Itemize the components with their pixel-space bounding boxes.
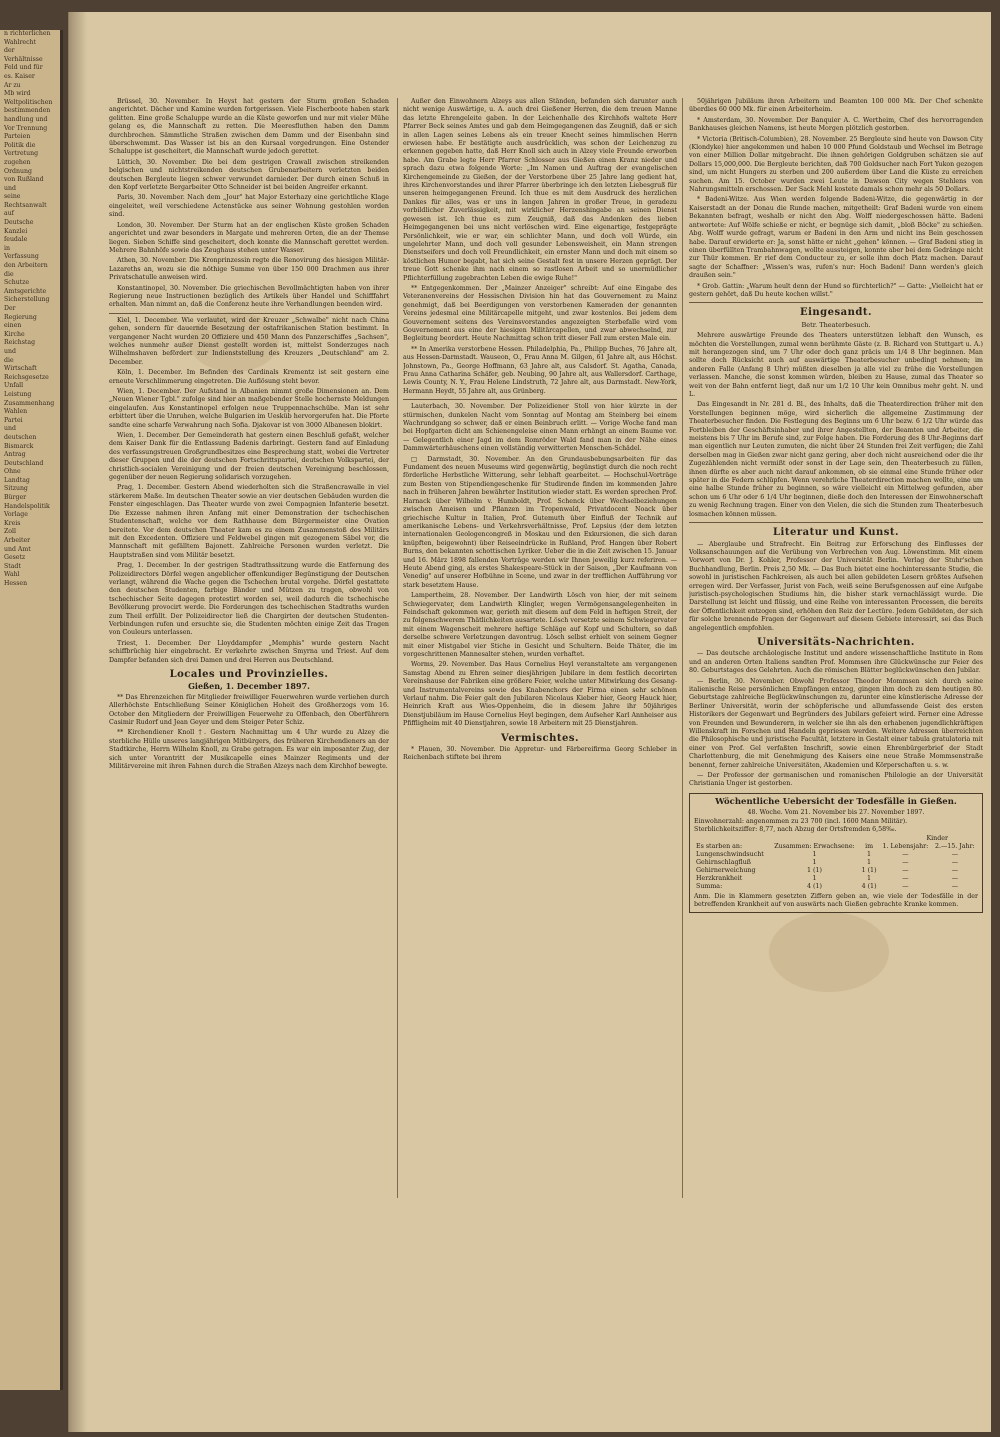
news-item: Lüttich, 30. November. Die bei dem gestrigen Crawall zwischen streikenden belgischen und nichtstreikenden deutschen Grubenarbeitern verletzten beiden deutschen Bergleute liegen schwer verwundet darnieder. Der durch einen Schuß in den Kopf verletzte Bergarbeiter Otto Schneider ist bei beiden Angreifer erkannt.: [109, 158, 389, 192]
table-cell: Gehirnschlagfluß: [696, 858, 751, 866]
left-page-text-fragment: feudale: [4, 236, 28, 244]
table-row: [694, 851, 978, 859]
left-page-text-fragment: Politik die: [4, 141, 36, 149]
table-cell: 4 (1): [806, 882, 822, 890]
left-page-text-fragment: Amtsgerichte: [4, 287, 47, 295]
news-item: □ Darmstadt, 30. November. An den Grundausbebungsarbeiten für das Fundament des neuen Museums wird gegenwärtig, begünstigt durch die noch recht förderliche Herbstliche Witterung, sehr lebhaft gearbeitet. — Hochschul-Vorträge zum Besten von Stipendiengeschenke für Studirende finden im kommenden Jahre nach in früheren Jahren bewährter Institution wieder statt. Es werden sprechen Prof. Harnack über Wilhelm v. Humboldt, Prof. Schenck über Wechselbeziehungen zwischen Ameisen und Pflanzen im Tropenwald, Privatdocent Noack über griechische Kultur in Italien, Prof. Gutemuth über Einfluß der Technik auf amerikanische Lebens- und Verkehrsverhältnisse, Prof. Lepsius (der dem letzten internationalen Geologencongreß in Moskau und den Exkursionen, die sich daran knüpften, beigewohnt) über Reiseeindrücke in Rußland, Prof. Hangen über Robert Burns, den bekannten schottischen Lyriker. Ueber die in die Zeit zwischen 15. Januar und 16. März 1898 fallenden Vorträge werden wir Ihnen jeweilig kurz referiren. — Heute Abend ging, als erstes Shakespeare-Stück in der Saison, „Der Kaufmann von Venedig" auf unserer Hofbühne in Scene, und zwar in der trefflichen Aufführung vor stark besetztem Hause.: [403, 455, 677, 589]
table-cell: —: [902, 858, 909, 866]
left-page-text-fragment: Weltpolitischen: [4, 98, 53, 106]
table-cell: —: [951, 866, 958, 874]
column-2: [403, 98, 677, 1198]
left-page-text-fragment: der: [4, 47, 15, 55]
table-cell: 1 (1): [861, 866, 877, 874]
left-page-text-fragment: Verhältnisse: [4, 55, 43, 63]
table-cell: 1: [867, 858, 872, 866]
review: — Aberglaube und Strafrecht. Ein Beitrag zur Erforschung des Einflusses der Volksanschauungen auf die Verübung von Verbrechen von Aug. Löwenstimm. Mit einem Vorwort von Dr. J. Kohler, Professor der Universität Berlin. Verlag der Stuhr'schen Buchhandlung, Berlin. Preis 2,50 Mk. — Das Buch bietet eine hochinteressante Studie, die sowohl in juristischen Fachkreisen, als auch bei allen gebildeten Lesern größtes Aufsehen erregen wird. Der Verfasser, Jurist von Fach, weiß seine Berufsgenossen auf eine Aufgabe juristisch-psychologischen Studiums hin, die bisher stark vernachlässigt wurde. Die Darstellung ist leicht und flüssig, und eine Reihe von interessanten Processen, die bereits der Öffentlichkeit entzogen sind, erhöhen den Reiz der Lectüre. Jedem Gebildeten, der sich für solche brennende Fragen der Gegenwart auf diesem Gebiete interessirt, sei das Buch angelegentlich empfohlen.: [689, 540, 983, 632]
left-page-text-fragment: in: [4, 244, 10, 252]
news-item: ** Kirchendiener Knoll †. Gestern Nachmittag um 4 Uhr wurde zu Alzey die sterbliche Hülle unseres langjährigen Mitbürgers, des früheren Kirchendieners an der Stadtkirche, Herrn Wilhelm Knoll, zu Grabe getragen. Es war ein imposanter Zug, der sich unter Vorantritt der Musikcapelle eines Mainzer Regiments und der Militärvereine mit ihren Fahnen durch die Straßen Alzeys nach dem Kirchhof bewegte.: [109, 729, 389, 771]
table-cell: Gehirnerweichung: [696, 866, 756, 874]
left-page-text-fragment: Wirtschaft: [4, 365, 37, 373]
left-page-text-fragment: zugehen: [4, 158, 31, 166]
page-gutter-shadow: [69, 12, 87, 1432]
left-page-text-fragment: Kirche: [4, 330, 25, 338]
left-page-text-fragment: Regierung: [4, 313, 37, 321]
left-page-text-fragment: und: [4, 184, 16, 192]
table-header-cell: 1. Lebensjahr:: [882, 842, 929, 850]
left-page-text-fragment: es. Kaiser: [4, 72, 35, 80]
death-statistics-title: Wöchentliche Uebersicht der Todesfälle in Gießen.: [715, 796, 957, 807]
left-page-text-fragment: Zusammenhang: [4, 399, 55, 407]
table-cell: 1 (1): [806, 866, 822, 874]
left-page-text-fragment: Bürger: [4, 494, 27, 502]
left-page-text-fragment: Vertretung: [4, 150, 39, 158]
left-page-text-fragment: n richterlichen: [4, 30, 51, 37]
left-page-text-fragment: Handelspolitik: [4, 502, 50, 510]
left-page-text-fragment: Kanzlei: [4, 227, 28, 235]
news-item: Köln, 1. December. Im Befinden des Cardinals Krementz ist seit gestern eine erneute Verschlimmerung eingetreten. Die Auflösung steht bevor.: [109, 369, 389, 385]
left-page-text-fragment: Leistung: [4, 390, 32, 398]
left-page-text-fragment: Ohne: [4, 468, 21, 476]
left-page-text-fragment: Verfassung: [4, 253, 39, 261]
left-page-text-fragment: Reichstag: [4, 339, 36, 347]
left-page-text-fragment: und Amt: [4, 545, 31, 553]
column-rule: [682, 98, 683, 1198]
left-page-text-fragment: bestimmenden: [4, 107, 51, 115]
left-page-text-fragment: von Rußland: [4, 176, 44, 184]
table-cell: Summa:: [696, 882, 723, 890]
left-page-text-fragment: Kreis: [4, 519, 21, 527]
table-cell: 1: [867, 874, 872, 882]
table-row: [694, 859, 978, 867]
table-cell: 1: [812, 874, 817, 882]
news-item: ** Das Ehrenzeichen für Mitglieder freiwilliger Feuerwehren wurde verliehen durch Allerhöchste Entschließung Seiner Königlichen Hoheit des Großherzogs vom 16. October den Mitgliedern der Freiwilligen Feuerwehr zu Offenbach, den Oberführern Casimir Rudorf und Jean Geyer und dem Steiger Peter Schiz.: [109, 693, 389, 727]
news-item: Triest, 1. December. Der Lloyddampfer „Memphis" wurde gestern Nacht schiffbrüchig hier eingebracht. Er verkehrte zwischen Smyrna und Triest. Auf dem Dampfer befanden sich drei Damen und drei Herren aus Deutschland.: [109, 639, 389, 664]
death-statistics-table: [694, 843, 978, 891]
left-page-text-fragment: Deutsche: [4, 219, 34, 227]
week-range: 48. Woche. Vom 21. November bis 27. November 1897.: [747, 809, 925, 817]
left-page-text-fragment: auf: [4, 210, 14, 218]
left-page-text-fragment: den Arbeitern: [4, 262, 48, 270]
news-item: Prag, 1. December. In der gestrigen Stadtrathssitzung wurde die Entfernung des Polizeidirectors Dörfel wegen angeblicher offenkundiger Begünstigung der Deutschen verlangt, während die Wache gegen die Tschechen brutal vorgehe. Dörfel gestattete den deutschen Studenten, farbige Bänder und Mützen zu tragen, obwohl von tschechischer Seite dagegen protestirt worden sei, weil dadurch die tschechische Bevölkerung provocirt werde. Die Forderungen des tschechischen Stadtraths wurden zum Theil erfüllt. Der Polizeidirector ließ die Chargirten der deutschen Studenten-Verbindungen rufen und ersuchte sie, die Studenten möchten einige Zeit das Tragen von Couleurs unterlassen.: [109, 562, 389, 637]
left-page-text-fragment: deutschen: [4, 433, 37, 441]
table-cell: 1: [812, 858, 817, 866]
left-page-text-fragment: Der: [4, 305, 16, 312]
left-page-text-fragment: die: [4, 356, 14, 364]
left-page-text-fragment: Parteien: [4, 133, 31, 141]
news-item: Lauterbach, 30. November. Der Polizeidiener Stoll von hier kürzte in der stürmischen, dunkelen Nacht vom Sonntag auf Montag am Steinberg bei einem Wachrundgang so schwer, daß er einen Beinbruch erlitt. — Vorige Woche fand man bei Hopfgarten dicht am Schienengeleise einen Mann erhängt an einem Baume vor. — Gelegentlich einer Jagd im dem Romröder Wald fand man in der Nähe eines Dammwärterhäuschens einen vollständig verwitterten Menschen-Schädel.: [403, 403, 677, 453]
table-cell: —: [951, 882, 958, 890]
left-page-text-fragment: Ar zu: [4, 81, 21, 89]
table-header-row: [694, 843, 978, 851]
left-page-text-fragment: die: [4, 270, 14, 278]
section-divider: [109, 313, 389, 314]
dateline: Gießen, 1. December 1897.: [188, 681, 310, 692]
column-1: [109, 98, 389, 1198]
news-item: — Berlin, 30. November. Obwohl Professor Theodor Mommsen sich durch seine italienische Reise persönlichen Empfängen entzog, gingen ihm doch zu dem heutigen 80. Geburtstage zahlreiche Beglückwünschungen zu, darunter eine künstlerische Adresse der Berliner Universität, worin der schöpferische und allumfassende Geist des ersten Historikers der Gegenwart und Begründers des Jubilars gefeiert wird. Ferner eine Adresse von Freunden und Bewunderern, in welcher sie ihn als den erhabenen jugendlichkräftigen Willenskraft im Forschen und Handeln gepriesen werden. Weitere Adressen überreichten die Philosophische und juristische Facultät, letztere in Gestalt einer tabula gratulatoria mit einer von Prof. Gel verfaßten Inschrift, sowie einen Ehrenbürgerbrief der Stadt Charlottenburg, die mit Genehmigung des Kaisers eine neue Straße Mommsenstraße benennt, ferner zahlreiche Universitäten, Akademien und Körperschaften u. s. w.: [689, 677, 983, 769]
left-page-text-fragment: Wahl: [4, 571, 20, 579]
mortality-rate: Sterblichkeitsziffer: 8,77, nach Abzug der Ortsfremden 6,58‰.: [694, 826, 897, 834]
left-page-text-fragment: Vor Trennung: [4, 124, 48, 132]
left-page-text-fragment: Zoll: [4, 528, 16, 536]
news-item: ** Entgegenkommen. Der „Mainzer Anzeiger" schreibt: Auf eine Eingabe des Veteranenvereins der Hessischen Division hin hat das Gouvernement zu Mainz genehmigt, daß bei Beerdigungen von verstorbenen Kameraden der genannten Vereins jedesmal eine Militärcapelle mitgeht, und zwar kostenlos. Bei jedem dem Gouvernement seitens des Vereinsvorstandes angezeigten Sterbefalle wird vom Gouvernement aus eine der hiesigen Militärcapellen, und zwar abwechselnd, zur Begleitung beordert. Heute Nachmittag schon tritt dieser Fall zum ersten Male ein.: [403, 284, 677, 343]
table-cell: Herzkrankheit: [696, 874, 743, 882]
table-cell: —: [902, 850, 909, 858]
left-page-text-fragment: Sicherstellung: [4, 296, 50, 304]
left-page-text-fragment: Schutze: [4, 279, 30, 287]
left-page-text-fragment: Stadt: [4, 562, 21, 570]
news-item: 50jährigen Jubiläum ihren Arbeitern und Beamten 100 000 Mk. Der Chef schenkte überdies 60 000 Mk. für einen Arbeiterheim.: [689, 98, 983, 114]
table-row: [694, 883, 978, 891]
table-row: [694, 875, 978, 883]
population-info: Einwohnerzahl: angenommen zu 23 700 (incl. 1600 Mann Militär).: [694, 817, 908, 825]
table-cell: —: [951, 850, 958, 858]
news-item: Lampertheim, 28. November. Der Landwirth Lösch von hier, der mit seinem Schwiegervater, dem Landwirth Klingler, wegen Vermögensangelegenheiten in Feindschaft gekommen war, gerieth mit diesem auf dem Feld in heftigen Streit, der zu folgenschwerem Thätlichkeiten ausartete. Lösch versetzte seinem Schwiegervater mit einem Wagenscheit mehrere heftige Schläge auf Kopf und Schultern, so daß derselbe schwere Verletzungen davontrug. Lösch selbst erhielt von seinem Gegner mit einer Mistgabel vier Stiche in Gesicht und Schultern. Beide Thäter, die im vorgeschrittenen Mannesalter stehen, wurden verhaftet.: [403, 592, 677, 658]
left-page-text-fragment: Feld und für: [4, 64, 43, 72]
table-header-cell: 2.—15. Jahr:: [934, 842, 975, 850]
table-header-cell: im: [865, 842, 874, 850]
section-heading-eingesandt: Eingesandt.: [799, 307, 873, 319]
news-item: Konstantinopel, 30. November. Die griechischen Bevollmächtigten haben von ihrer Regierung neue Instructionen bezüglich des Artikels über Handel und Schifffahrt erhalten. Man nimmt an, daß die Conferenz heute ihre Verhandlungen beenden wird.: [109, 284, 389, 309]
left-page-text-fragment: Reichsgesetze: [4, 373, 49, 381]
letter: Mehrere auswärtige Freunde des Theaters unterstützen lebhaft den Wunsch, es möchten die Vorstellungen, zumal wenn berühmte Gäste (z. B. Richard von Stuttgart u. A.) mit herangezogen sind, um 7 Uhr oder doch ganz präcis um 1/4 8 Uhr beginnen. Man sollte doch Rücksicht auch auf auswärtige Theaterbesucher unbedingt nehmen; im anderen Falle (Anfang 8 Uhr) müßten dieselben ja alle viel zu frühe die Vorstellungen verlassen. Manche, die sonst kommen würden, bleiben zu Hause, zumal das Theater so weit von der Bahn entfernt liegt, daß nur um 1/2 10 Uhr kein Omnibus mehr geht. N. und L.: [689, 332, 983, 398]
left-page-text-fragment: und: [4, 347, 16, 355]
table-cell: 4 (1): [861, 882, 877, 890]
news-item: Außer den Einwohnern Alzeys aus allen Ständen, befanden sich darunter auch nicht wenige Auswärtige, u. A. auch drei Gießener Herren, die dem treuen Manne das letzte Ehrengeleite gaben. In der Leichenhalle des Kirchhofs waltete Herr Pfarrer Beck seines Amtes und gab dem Heimgegangenen das Zeugniß, daß er sich in allen Lagen seines Lebens als ein treuer Knecht seines himmlischen Herrn erwiesen habe. Er bestätigte auch ausdrücklich, was schon der Leichenzug zu erkennen gegeben hatte, daß Herr Knoll sich auch in Alzey viele Freunde erworben habe. Am Grabe legte Herr Pfarrer Schlosser aus Gießen einen Kranz nieder und sprach dazu etwa folgende Worte: „Im Namen und Auftrag der evangelischen Kirchengemeinde zu Gießen, der der Verstorbene über 25 Jahre lang gedient hat, ihres Kirchenvorstandes und ihrer Pfarrer überbringe ich den letzten Liebesgruß für unseren heimgegangenen Freund. Ich thue es mit dem Ausdruck des herzlichen Dankes für alles, was er uns in langen Jahren in großer Treue, in geradezu vorbildlicher Zuverlässigkeit, mit wirklicher Herzenshingabe an seinen Dienst gewesen ist. Ich thue es zum Zeugniß, daß das Andenken des lieben Heimgegangenen bei uns nicht verlöschen wird. Eine eigenartige, festgeprägte Persönlichkeit, wie er war, ein schlichter Mann, und doch voll Würde, ein ungelehrter Mann, und doch voll gesunder Lebensweisheit, ein Mann strengen Dienstseifers und doch voll Freundlichkeit, ein ernster Mann und doch mit einem so köstlichen Humor begabt, hat sich seine Gestalt fest in unsere Herzen geprägt. Der treue Gott schenke ihm nach einem so rastlosen Arbeit und so unermüdlicher Pflichterfüllung zugebrachten Leben die ewige Ruhe!": [403, 98, 677, 282]
news-item: Athen, 30. November. Die Kronprinzessin regte die Renovirung des hiesigen Militär-Lazareths an, wozu sie die nöthige Summe von über 150 000 Drachmen aus ihrer Privatschatulle anweisen wird.: [109, 257, 389, 282]
table-header-cell: Zusammen: Erwachsene:: [774, 842, 855, 850]
left-page-text-fragment: Unfall: [4, 382, 24, 390]
news-item: — Der Professor der germanischen und romanischen Philologie an der Universität Christiania Unger ist gestorben.: [689, 772, 983, 788]
news-item: — Das deutsche archäologische Institut und andere wissenschaftliche Institute in Rom und an anderen Orten Italiens sandten Prof. Mommsen ihre Glückwünsche zur Feier des 80. Geburtstages des Gelehrten. Auch die römischen Blätter beglückwünschen den Jubilar.: [689, 650, 983, 675]
table-cell: —: [902, 874, 909, 882]
news-item: Wien, 1. December. Der Aufstand in Albanien nimmt große Dimensionen an. Dem „Neuen Wiener Tgbl." zufolge sind hier an maßgebender Stelle hochernste Meldungen eingelaufen. Aus Konstantinopel erfolgen neue Truppennachschübe. Man ist sehr erbittert über die Unruhen, welche Bulgarien im Uesküb hervorgerufen hat. Die Pforte sandte eine scharfe Verwahrung nach Sofia. Djakovar ist von 3000 Albanesen blokirt.: [109, 388, 389, 429]
news-item: London, 30. November. Der Sturm hat an der englischen Küste großen Schaden angerichtet und zwar besonders in Margate und mehreren Orten, die an der Themse liegen. Sieben Schiffe sind gescheitert, doch konnte die Mannschaft gerettet werden. Mehrere Bahnhöfe sowie das Zeughaus stehen unter Wasser.: [109, 221, 389, 254]
table-cell: —: [951, 858, 958, 866]
news-item: Paris, 30. November. Nach dem „Jour" hat Major Esterhazy eine gerichtliche Klage eingeleitet, weil verschiedene Actenstücke aus seiner Wohnung gestohlen worden sind.: [109, 194, 389, 219]
newspaper-page: [68, 12, 991, 1432]
table-cell: 1: [812, 850, 817, 858]
table-cell: 1: [867, 850, 872, 858]
left-page-text-fragment: einen: [4, 322, 22, 330]
column-rule: [397, 98, 398, 1198]
left-page-text-fragment: Gesetz: [4, 554, 26, 562]
news-item: ** In Amerika verstorbene Hessen. Philadelphia, Pa., Philipp Buches, 76 Jahre alt, aus Hessen-Darmstadt. Wauseon, O., Frau Anna M. Gilgen, 61 Jahre alt, aus Höchst. Johnstown, Pa., George Hoffmann, 63 Jahre alt, aus Calsdorf. St. Agatha, Canada, Frau Anna Catharina Schäfer, geb. Neubing, 90 Jahre alt, aus Wallersdorf. Carthage, Lewis County, N. Y., Frau Helene Lindstruth, 72 Jahre alt, aus Darmstadt. New-York, Hermann Heydt, 55 Jahre alt, aus Grünberg.: [403, 345, 677, 395]
section-divider: [689, 522, 983, 523]
left-page-text-fragment: Hessen: [4, 580, 28, 587]
news-item: * Badeni-Witze. Aus Wien werden folgende Badeni-Witze, die gegenwärtig in der Kaiserstadt an der Donau die Runde machen, mitgetheilt: Graf Badeni wurde von einem Bekannten befragt, weshalb er nicht den Abg. Wolff niedergeschossen hätte. Badeni antwortete: Auf Wölfe schieße er nicht, er begnüge sich damit, „bloß Böcke" zu schießen. Abg. Wolff wurde gefragt, warum er Badeni in den Arm und nicht ins Bein geschossen habe. Darauf erwiderte er: Ja, sonst hätte er nicht „gehen" können. — Graf Badeni stieg in einen überfüllten Trambahnwagen, wollte aussteigen, konnte aber bei dem Gedränge nicht zur Thür kommen. Er rief dem Conducteur zu, er solle ihm doch Platz machen. Darauf sagte der Schaffner: „Wissen's was, rufen's nur: Hoch Badeni! Dann werden's gleich draußen sein.": [689, 196, 983, 280]
news-item: * Grob. Gattin: „Warum heult denn der Hund so fürchterlich?" — Gatte: „Vielleicht hat er gestern gehört, daß Du heute kochen willst.": [689, 282, 983, 298]
section-divider: [689, 302, 983, 303]
kinder-label: Kinder: [926, 834, 948, 842]
table-row: [694, 867, 978, 875]
section-heading-locales: Locales und Provinzielles.: [169, 669, 329, 680]
news-item: Prag, 1. December. Gestern Abend wiederholten sich die Straßencrawalle in viel stärkerem Maße. Im deutschen Theater sowie an vier deutschen Gebäuden wurden die Fenster eingeschlagen. Das Theater wurde von zwei Compagnien Infanterie besetzt. Die Exzesse nahmen ihren Anfang mit einer Demonstration der tschechischen Studentenschaft, welche vor dem Rathhause dem Bürgermeister eine Ovation bereitete. Vor dem deutschen Theater kam es zu einem Zusammenstoß des Militärs mit den Excedenten. Offiziere und Feldwebel gingen mit gezogenem Säbel vor, die Mannschaft mit gefälltem Bajonett. Zahlreiche Personen wurden verletzt. Die Hauptstraßen sind vom Militär besetzt.: [109, 484, 389, 559]
news-item: Wien, 1. December. Der Gemeinderath hat gestern einen Beschluß gefaßt, welcher dem Kaiser Dank für die Entlassung Badenis darbringt. Gestern fand auf Einladung des verfassungstreuen Großgrundbesitzes eine Besprechung statt, wobei die Vertreter dieser Gruppen und die der deutschen Fortschrittspartei, deutschen Volkspartei, der christlich-socialen Vereinigung und der freien deutschen Vereinigung beschlossen, gegenüber der neuen Regierung solidarisch vorzugehen.: [109, 432, 389, 482]
left-page-text-fragment: handlung und: [4, 115, 48, 123]
left-page-text-fragment: Ordnung: [4, 167, 32, 175]
left-page-text-fragment: seine: [4, 193, 21, 201]
table-header-cell: Es starben an:: [696, 842, 743, 850]
left-page-edge: [0, 30, 63, 1390]
news-item: Kiel, 1. December. Wie verlautet, wird der Kreuzer „Schwalbe" nicht nach China gehen, sondern für dauernde Besetzung der ostafrikanischen Station bestimmt. In vergangener Nacht wurden 20 Offiziere und 450 Mann des Panzerschiffes „Sachsen", welches nunmehr außer Dienst gestellt worden ist, mittelst Sonderzuges nach Wilhelmshaven befördert zur Indienststellung des Kreuzers „Deutschland" am 2. December.: [109, 316, 389, 366]
left-page-text-fragment: Wahlrecht: [4, 38, 37, 46]
left-page-text-fragment: Deutschland: [4, 459, 44, 467]
table-footnote: Anm. Die in Klammern gesetzten Ziffern geben an, wie viele der Todesfälle in der betreffenden Krankheit auf von auswärts nach Gießen gebrachte Kranke kommen.: [694, 892, 978, 909]
column-3: [689, 98, 983, 1198]
table-cell: —: [951, 874, 958, 882]
news-item: Worms, 29. November. Das Haus Cornelius Heyl veranstaltete am vergangenen Samstag Abend zu Ehren seiner diesjährigen Jubilare in dem festlich decorirten Vereinshause der Fabriken eine größere Feier, welche unter Mitwirkung des Gesang- und Instrumentalvereins sowie des Knabenchors der Firma einen sehr schönen Verlauf nahm. Die Feier galt den Jubilaren Nicolaus Kieber hier, Georg Hauck hier, Heinrich Kraft aus Wies-Oppenheim, die in diesem Jahre ihr 50jähriges Dienstjubiläum im Hause Cornelius Heyl begingen, dem Aufseher Karl Annheiser aus Pfiffligheim mit 40 Dienstjahren, sowie 18 Arbeitern mit 25 Dienstjahren.: [403, 661, 677, 728]
subheading: Betr. Theaterbesuch.: [801, 320, 871, 329]
news-item: Brüssel, 30. November. In Heyst hat gestern der Sturm großen Schaden angerichtet. Dächer und Kamine wurden fortgerissen. Viele Fischerboote haben stark gelitten. Eine große Schaluppe wurde an die Küste geworfen und nur mit vieler Mühe gelang es, die Mannschaft zu retten. Die Meeresfluthen haben den Damm durchbrochen. Sämmtliche Straßen zwischen dem Damm und der Eisenbahn sind überschwemmt. Das Wasser ist bis an den Kursaal vorgedrungen. Eine Ostender Schaluppe ist gescheitert, die Mannschaft wurde jedoch gerettet.: [109, 98, 389, 156]
left-page-text-fragment: Arbeiter: [4, 537, 31, 545]
death-statistics-box: [689, 793, 983, 913]
left-page-text-fragment: Antrag: [4, 451, 26, 459]
left-page-text-fragment: Rechtsanwalt: [4, 201, 47, 209]
left-page-text-fragment: Bismarck: [4, 442, 34, 450]
news-item: * Plauen, 30. November. Die Appretur- und Färbereifirma Georg Schleber in Reichenbach stiftete bei ihrem: [403, 746, 677, 762]
left-page-text-fragment: Wahlen: [4, 408, 28, 416]
letter: Das Eingesandt in Nr. 281 d. Bl., des Inhalts, daß die Theaterdirection früher mit den Vorstellungen beginnen möge, wird sicherlich die allgemeine Zustimmung der Theaterbesucher finden. Die Festlegung des Beginns um 6 Uhr bezw. 6 1/2 Uhr würde das Fortbleiben der Geschäftsinhaber und ihrer Angestellten, der Beamten und Arbeiter, die meistens bis 7 Uhr im Berufe sind, zur Folge haben. Die Forderung des 8 Uhr-Beginns darf man eigentlich nur Leuten zumuten, die nicht über 24 Stunden frei Zeit verfügen; die Zahl derselben mag in Gießen zwar nicht ganz gering, aber doch nicht ausreichend oder die ihr Zugezählenden nicht vermißt oder sonst in der Lage sein, den Theaterbesuch zu füllen, ihnen dürfte es aber auch nicht darauf ankommen, ob sie einmal eine Stunde früher oder später in die Federn schlüpfen. Wenn verehrliche Theaterdirection machen wollte, eine um eine halbe Stunde früher zu beginnen, so wäre vielleicht ein Mittelweg gefunden, aber schon um 6 Uhr oder 6 1/4 Uhr beginnen, dieße doch den Interessen der Einwohnerschaft zu wenig Rechnung tragen. Einer von den Vielen, die sich die Stunden zum Theaterbesuch losmachen können müssen.: [689, 401, 983, 518]
section-heading-vermischtes: Vermischtes.: [501, 732, 579, 744]
left-page-text-fragment: Sitzung: [4, 485, 28, 493]
left-page-text-fragment: Mb wird: [4, 90, 31, 98]
left-page-text-fragment: Partei: [4, 416, 23, 424]
news-item: * Amsterdam, 30. November. Der Banquier A. C. Wertheim, Chef des hervorragenden Bankhauses gleichen Namens, ist heute Morgen plötzlich gestorben.: [689, 116, 983, 133]
left-page-text-fragment: Vorlage: [4, 511, 28, 519]
section-heading-literatur: Literatur und Kunst.: [773, 527, 899, 539]
left-page-text-fragment: und: [4, 425, 16, 433]
table-cell: Lungenschwindsucht: [696, 850, 764, 858]
table-cell: —: [902, 866, 909, 874]
table-cell: —: [902, 882, 909, 890]
left-page-text-fragment: Landtag: [4, 476, 30, 484]
section-divider: [403, 399, 677, 400]
news-item: * Victoria (Britisch-Columbien), 28. November. 25 Bergleute sind heute von Dawson City (Klondyke) hier angekommen und haben 10 000 Pfund Goldstaub und Wechsel im Betrage von einer Million Dollar mitgebracht. Die ihnen gehörigen Goldgruben schätzen sie auf Dollars 15,000,000. Die Bergleute berichten, daß 700 Goldsucher nach Fort Yukon gezogen sind, um nicht Hungers zu sterben und 200 außerdem über Land die Küste zu erreichen suchen. Am 15. October wurden zwei Leute in Dawson City wegen Stehlens von Nahrungsmitteln erschossen. Der Sack Mehl kostete damals schon mehr als 50 Dollars.: [689, 135, 983, 194]
section-heading-universitat: Universitäts-Nachrichten.: [757, 636, 915, 648]
